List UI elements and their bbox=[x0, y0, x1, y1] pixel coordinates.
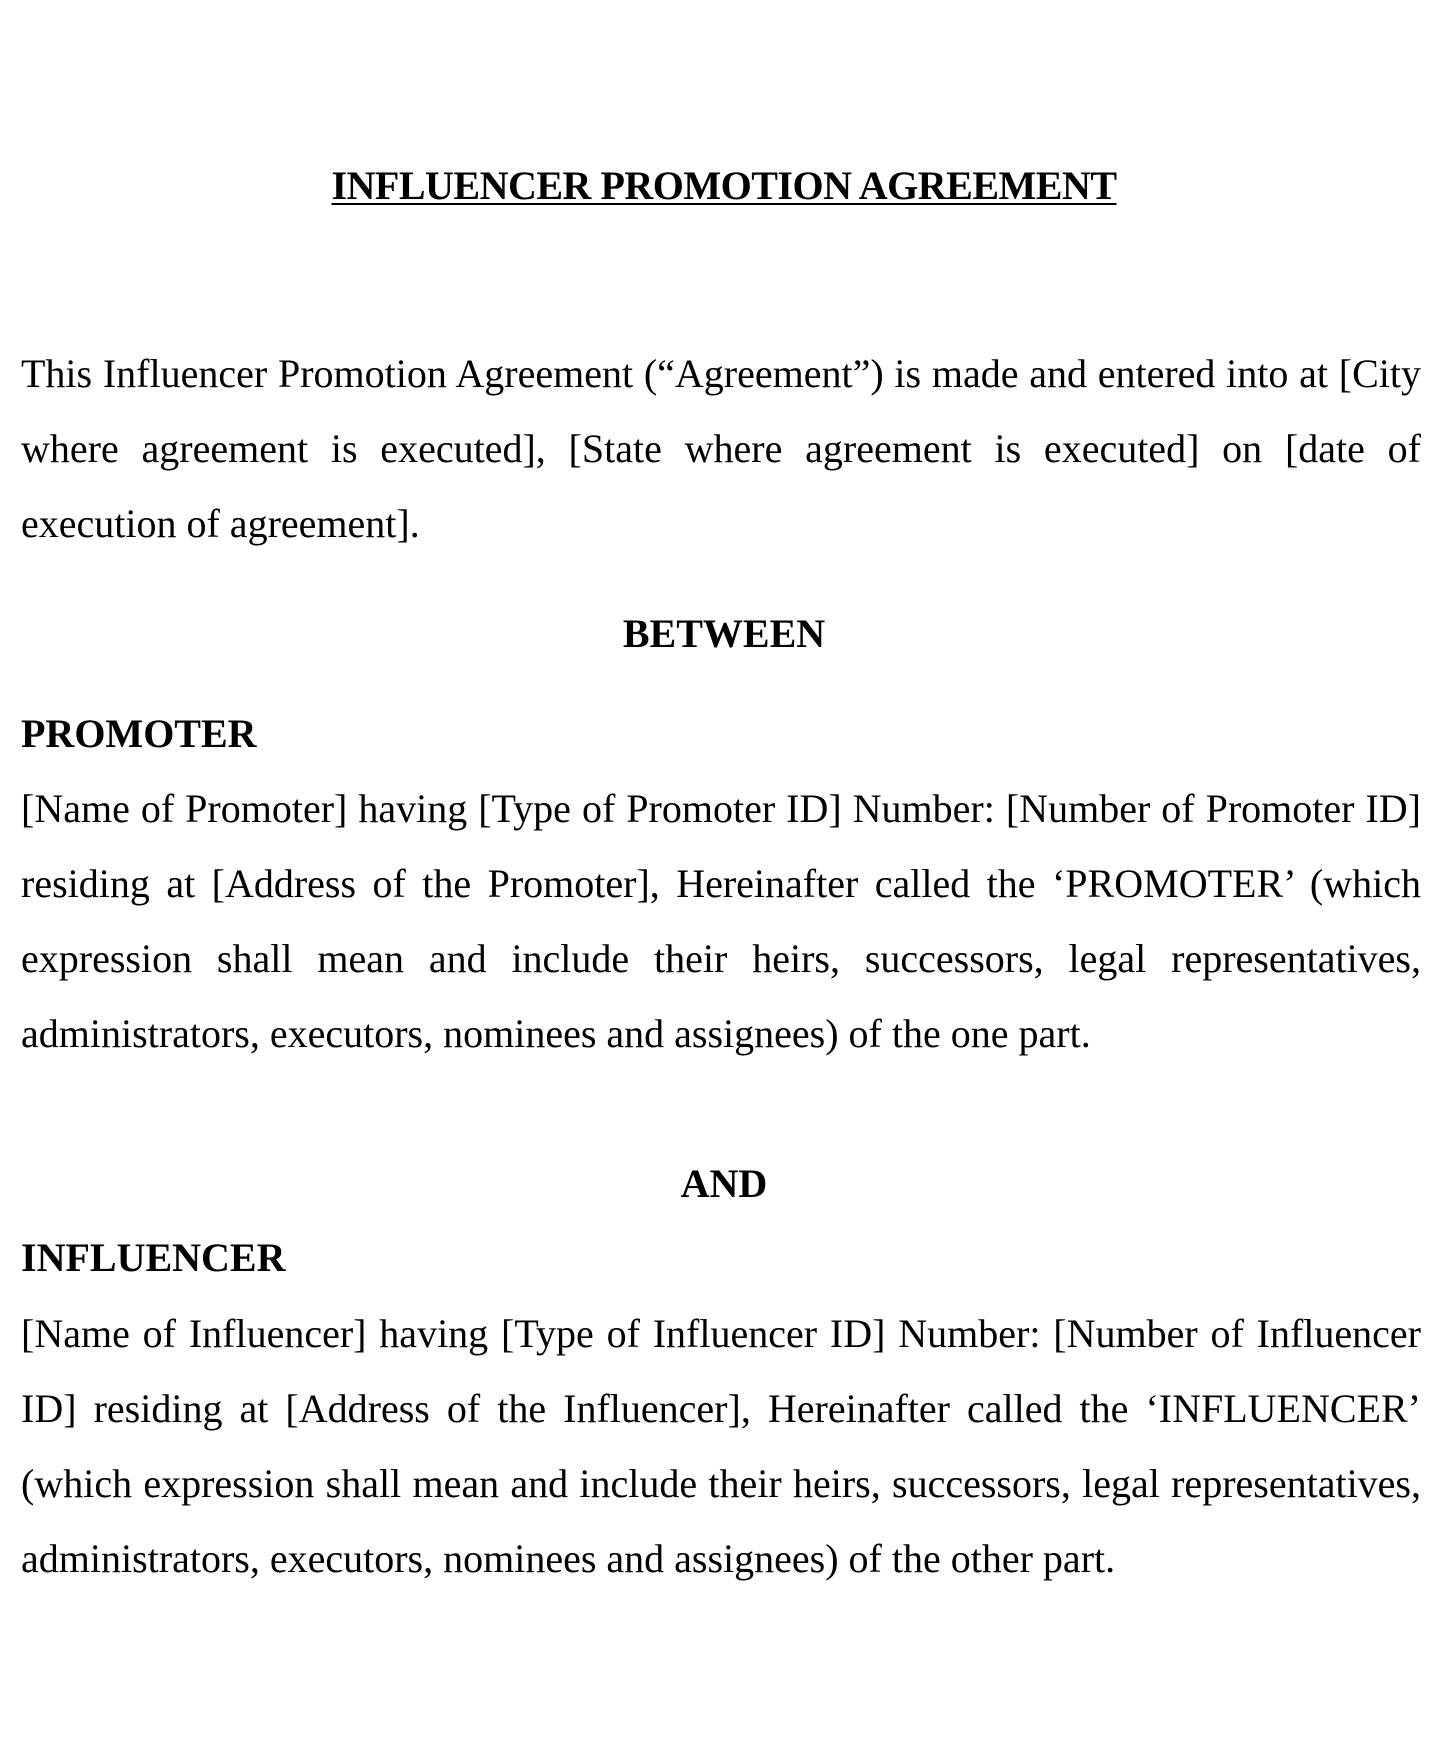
and-label: AND bbox=[680, 1161, 768, 1206]
document-title: INFLUENCER PROMOTION AGREEMENT bbox=[331, 163, 1117, 208]
promoter-heading: PROMOTER bbox=[21, 711, 257, 756]
promoter-paragraph: [Name of Promoter] having [Type of Promoter ID] Number: [Number of Promoter ID] residing at [Address of the Promoter], Hereinafter called the ‘PROMOTER’ (which expression shall mean and include their heirs, successors, legal representatives, administrators, executors, nominees and assignees) of the one part. bbox=[21, 786, 1421, 1056]
between-label: BETWEEN bbox=[622, 611, 826, 656]
intro-paragraph: This Influencer Promotion Agreement (“Agreement”) is made and entered into at [City where agreement is executed], [State where agreement is executed] on [date of execution of agreement]. bbox=[21, 351, 1421, 546]
influencer-heading: INFLUENCER bbox=[21, 1235, 286, 1280]
influencer-paragraph: [Name of Influencer] having [Type of Influencer ID] Number: [Number of Influencer ID] residing at [Address of the Influencer], Hereinafter called the ‘INFLUENCER’ (which expression shall mean and include their heirs, successors, legal representatives, administrators, executors, nominees and assignees) of the other part. bbox=[21, 1311, 1421, 1581]
